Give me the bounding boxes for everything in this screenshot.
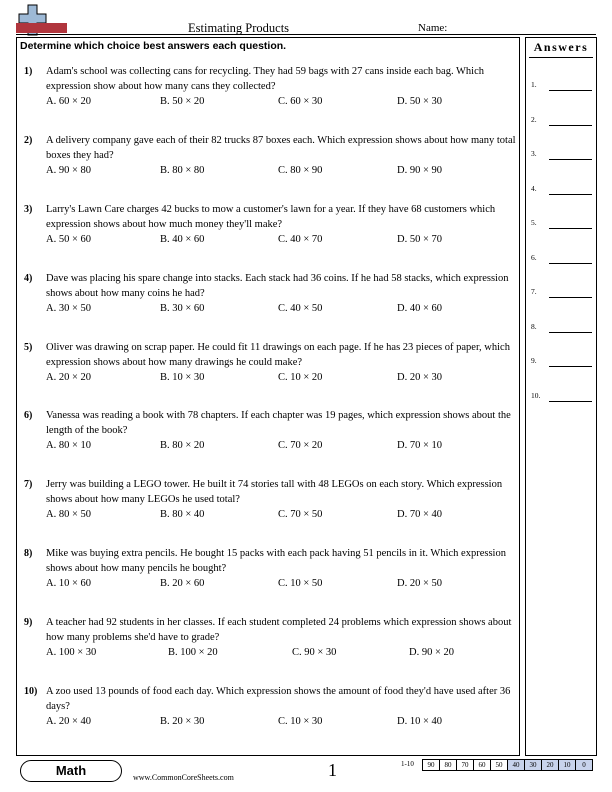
answer-number: 7. (531, 287, 537, 296)
choice-a: A. 100 × 30 (46, 647, 97, 658)
question-number: 6) (24, 410, 33, 421)
choice-d: D. 90 × 90 (397, 165, 443, 176)
answer-blank[interactable] (549, 332, 592, 333)
question-text: Adam's school was collecting cans for recycling. They had 59 bags with 27 cans inside each bag. Which expression show about how many cans they collected? (46, 66, 485, 92)
question-text: Dave was placing his spare change into stacks. Each stack had 36 coins. If he had 58 stacks, which expression shows about how many coins he had? (46, 273, 509, 299)
question-text: Vanessa was reading a book with 78 chapters. If each chapter was 19 pages, which expression shows about the length of the book? (46, 410, 511, 436)
question-item (20, 408, 518, 464)
answer-line-row[interactable] (531, 80, 595, 94)
answer-blank[interactable] (549, 125, 592, 126)
answer-blank[interactable] (549, 194, 592, 195)
choice-b: B. 20 × 30 (160, 716, 205, 727)
answers-title-divider (529, 57, 593, 58)
answer-line-row[interactable] (531, 391, 595, 405)
answer-line-row[interactable] (531, 218, 595, 232)
answer-number: 1. (531, 80, 537, 89)
answer-blank[interactable] (549, 401, 592, 402)
choice-c: C. 10 × 20 (278, 372, 323, 383)
answer-line-row[interactable] (531, 322, 595, 336)
choice-a: A. 50 × 60 (46, 234, 92, 245)
score-cell: 20 (541, 759, 559, 771)
answer-blank[interactable] (549, 159, 592, 160)
score-cell: 10 (558, 759, 576, 771)
logo-bar (16, 23, 67, 33)
choice-d: D. 10 × 40 (397, 716, 443, 727)
answer-choices (46, 165, 516, 179)
score-cell: 80 (439, 759, 457, 771)
question-item (20, 477, 518, 533)
question-item (20, 684, 518, 740)
choice-a: A. 30 × 50 (46, 303, 92, 314)
score-cell: 90 (422, 759, 440, 771)
choice-b: B. 20 × 60 (160, 578, 205, 589)
question-text: Larry's Lawn Care charges 42 bucks to mow a customer's lawn for a year. If they have 68 customers which expression shows about how much money they'll make? (46, 204, 496, 230)
answer-number: 5. (531, 218, 537, 227)
choice-b: B. 50 × 20 (160, 96, 205, 107)
answer-blank[interactable] (549, 366, 592, 367)
choice-b: B. 80 × 20 (160, 440, 205, 451)
choice-d: D. 90 × 20 (409, 647, 455, 658)
choice-c: C. 70 × 50 (278, 509, 323, 520)
choice-d: D. 70 × 10 (397, 440, 443, 451)
choice-a: A. 20 × 40 (46, 716, 92, 727)
name-label: Name: (418, 22, 448, 34)
score-cell: 60 (473, 759, 491, 771)
score-cell: 70 (456, 759, 474, 771)
answer-number: 9. (531, 356, 537, 365)
question-item (20, 546, 518, 602)
choice-d: D. 70 × 40 (397, 509, 443, 520)
question-number: 4) (24, 273, 33, 284)
choice-a: A. 60 × 20 (46, 96, 92, 107)
choice-d: D. 40 × 60 (397, 303, 443, 314)
answer-number: 10. (531, 390, 541, 400)
choice-c: C. 10 × 30 (278, 716, 323, 727)
answer-choices (46, 234, 516, 248)
score-range-label: 1-10 (401, 760, 414, 768)
question-text: Jerry was building a LEGO tower. He built it 74 stories tall with 48 LEGOs on each story. Which expression shows about how many LEGOs he used total? (46, 479, 503, 505)
answer-number: 8. (531, 321, 537, 331)
choice-b: B. 80 × 80 (160, 165, 205, 176)
question-text: A teacher had 92 students in her classes. If each student completed 24 problems which expression shows about how many problems she'd have to grade? (46, 617, 512, 643)
choice-b: B. 30 × 60 (160, 303, 205, 314)
answer-choices (46, 509, 516, 523)
score-cell: 0 (575, 759, 593, 771)
question-text: Mike was buying extra pencils. He bought 15 packs with each pack having 51 pencils in it. Which expression shows about how many pencils he bought? (46, 548, 506, 574)
answer-line-row[interactable] (531, 115, 595, 129)
answer-choices (46, 716, 516, 730)
answer-choices (46, 96, 516, 110)
choice-d: D. 20 × 30 (397, 372, 443, 383)
question-item (20, 615, 518, 671)
answer-choices (46, 372, 516, 386)
question-number: 10) (24, 686, 38, 697)
choice-c: C. 40 × 50 (278, 303, 323, 314)
question-text: A zoo used 13 pounds of food each day. Which expression shows the amount of food they'd have used after 36 days? (46, 686, 511, 712)
choice-c: C. 90 × 30 (292, 647, 337, 658)
score-cell: 30 (524, 759, 542, 771)
score-cell: 50 (490, 759, 508, 771)
header-divider (16, 34, 596, 35)
choice-c: C. 70 × 20 (278, 440, 323, 451)
instructions: Determine which choice best answers each question. (20, 40, 287, 52)
answers-title: Answers (533, 40, 589, 54)
choice-d: D. 20 × 50 (397, 578, 443, 589)
choice-b: B. 10 × 30 (160, 372, 205, 383)
answer-blank[interactable] (549, 263, 592, 264)
score-cell: 40 (507, 759, 525, 771)
question-number: 9) (24, 617, 33, 628)
answer-number: 4. (531, 183, 537, 193)
question-number: 7) (24, 479, 33, 490)
worksheet-title: Estimating Products (188, 21, 290, 35)
choice-a: A. 20 × 20 (46, 372, 92, 383)
choice-c: C. 60 × 30 (278, 96, 323, 107)
question-number: 2) (24, 135, 33, 146)
choice-a: A. 90 × 80 (46, 165, 92, 176)
question-number: 8) (24, 548, 33, 559)
choice-a: A. 80 × 50 (46, 509, 92, 520)
choice-a: A. 80 × 10 (46, 440, 92, 451)
question-number: 1) (24, 66, 33, 77)
answer-choices (46, 440, 516, 454)
answer-choices (46, 303, 516, 317)
question-item (20, 340, 518, 396)
choice-b: B. 100 × 20 (168, 647, 218, 658)
answer-line-row[interactable] (531, 184, 595, 198)
answer-line-row[interactable] (531, 149, 595, 163)
choice-b: B. 40 × 60 (160, 234, 205, 245)
answer-line-row[interactable] (531, 287, 595, 301)
page-number: 1 (328, 760, 337, 780)
subject-badge: Math (20, 760, 122, 782)
choice-c: C. 40 × 70 (278, 234, 323, 245)
choice-d: D. 50 × 30 (397, 96, 443, 107)
answer-number: 2. (531, 114, 537, 124)
answer-line-row[interactable] (531, 253, 595, 267)
question-text: A delivery company gave each of their 82 trucks 87 boxes each. Which expression shows about how many total boxes they had? (46, 135, 516, 161)
choice-a: A. 10 × 60 (46, 578, 92, 589)
question-item (20, 64, 518, 120)
answer-number: 6. (531, 252, 537, 262)
answer-choices (46, 647, 516, 661)
choice-c: C. 80 × 90 (278, 165, 323, 176)
answer-choices (46, 578, 516, 592)
choice-b: B. 80 × 40 (160, 509, 205, 520)
question-item (20, 271, 518, 327)
answer-line-row[interactable] (531, 356, 595, 370)
answer-number: 3. (531, 149, 537, 158)
question-item (20, 202, 518, 258)
choice-c: C. 10 × 50 (278, 578, 323, 589)
choice-d: D. 50 × 70 (397, 234, 443, 245)
website-link[interactable]: www.CommonCoreSheets.com (133, 773, 234, 782)
score-table (423, 759, 593, 770)
question-item (20, 133, 518, 189)
answer-blank[interactable] (549, 228, 592, 229)
question-number: 3) (24, 204, 33, 215)
question-text: Oliver was drawing on scrap paper. He could fit 11 drawings on each page. If he has 23 pieces of paper, which expression shows about how many drawings he could make? (46, 342, 510, 368)
answer-blank[interactable] (549, 90, 592, 91)
question-number: 5) (24, 342, 33, 353)
answer-blank[interactable] (549, 297, 592, 298)
